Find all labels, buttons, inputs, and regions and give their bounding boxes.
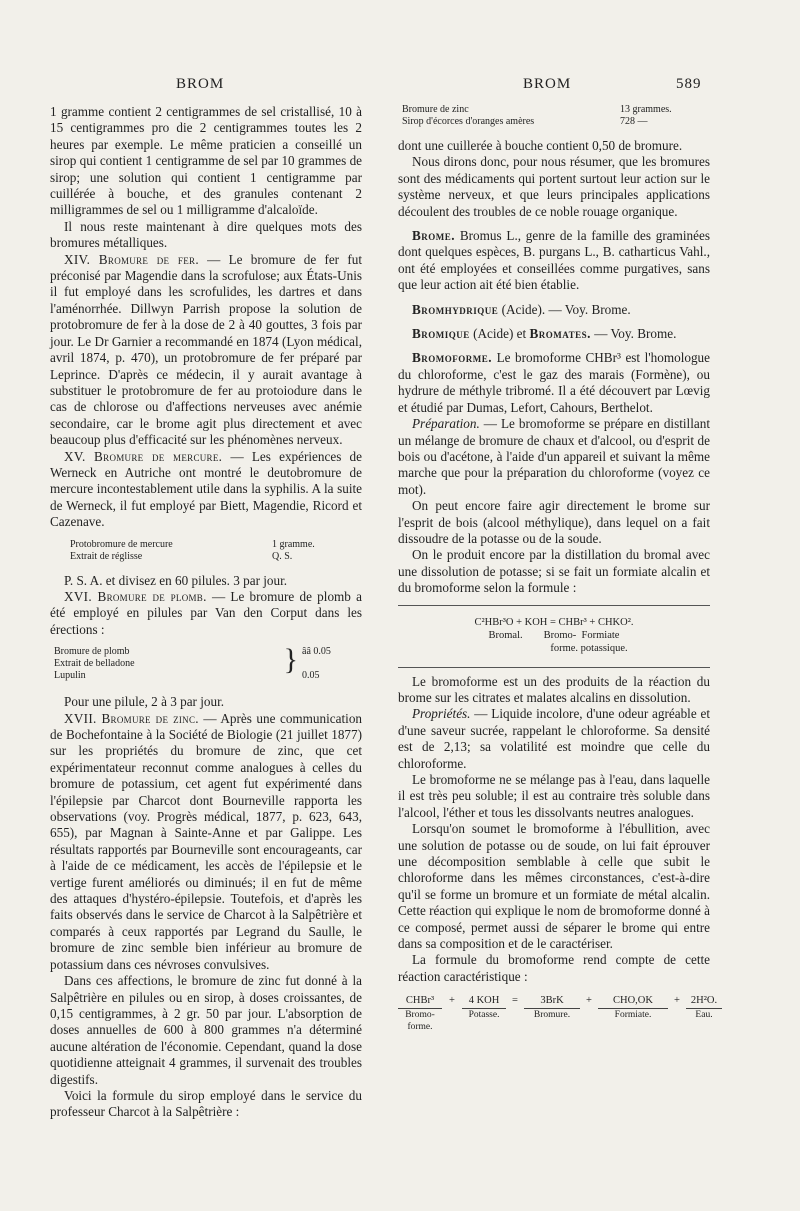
equation-term: 2H²O. [686, 995, 722, 1009]
equation-operator: + [586, 995, 592, 1007]
paragraph: Dans ces affections, le bromure de zinc fut donné à la Salpêtrière en pilules ou en sirop, à doses croissantes, de 0,15 centigrammes, à 2 gr. 50 par jour. L'absorption de doses annuelles de 600 à 800 grammes n'a déterminé aucune altération de l'économie. Cependant, quand la dose quotidienne atteignait 4 grammes, il survenait des troubles digestifs. [50, 973, 362, 1087]
entry-bromoforme [398, 350, 710, 416]
equation-term: 4 KOH [462, 995, 506, 1009]
ingredient-name: Extrait de réglisse [70, 550, 143, 562]
section-heading: XIV. Bromure de fer. [64, 251, 199, 267]
ingredient-name: Bromure de zinc [402, 104, 469, 115]
recipe-row [70, 539, 362, 551]
entry-text: (Acide). — Voy. Brome. [498, 301, 631, 317]
entry-text: Bromus L., genre de la famille des graminées dont quelques espèces, B. purgans L., B. catharticus Vahl., ont été employées et conseillées comme purgatives, sans que leur action ait été bien établie. [398, 228, 710, 293]
entry-heading: Bromhydrique [412, 301, 499, 317]
equation-label: Potasse. [468, 1010, 500, 1021]
brace-glyph: } [283, 643, 298, 677]
formula-caption: Bromal. Bromo- Formiate [488, 629, 620, 641]
paragraph: On peut encore faire agir directement le brome sur l'esprit de bois (alcool méthylique), dans lequel on a fait dissoudre de la potasse ou de la soude. [398, 498, 710, 546]
section-text: — Le bromure de plomb a été employé en pilules par Van den Corput dans les érections : [50, 588, 362, 637]
ingredient-name: Bromure de plomb [54, 646, 130, 658]
ingredient-qty: 13 grammes. [620, 104, 672, 115]
entry-brome [398, 228, 710, 294]
paragraph: Le bromoforme est un des produits de la réaction du brome sur les citrates et malates alcalins en dissolution. [398, 673, 710, 705]
paragraph: La formule du bromoforme rend compte de cette réaction caractéristique : [398, 952, 710, 984]
ingredient-qty: Q. S. [272, 550, 293, 562]
equation-label: Eau. [695, 1010, 713, 1021]
entry-heading: Bromates. [529, 326, 591, 342]
paragraph: Il nous reste maintenant à dire quelques mots des bromures métalliques. [50, 218, 362, 251]
ingredient-name: Protobromure de mercure [70, 538, 173, 550]
reaction-equation [398, 995, 718, 1033]
paragraph: dont une cuillerée à bouche contient 0,50 de bromure. [398, 138, 683, 153]
recipe-row [70, 551, 362, 563]
formula-bromal [398, 616, 710, 655]
equation-term: 3BrK [524, 995, 580, 1009]
entry-text: — Voy. Brome. [590, 326, 677, 342]
entry-heading: Bromique [412, 326, 470, 342]
paragraph: 1 gramme contient 2 centigrammes de sel cristallisé, 10 à 15 centigrammes pro die 2 centigrammes toutes les 2 heures par exemple. Le même praticien a conseillé un sirop qui contient 1 centigramme de sel par 10 grammes de sirop; une solution qui contient 1 centigramme par cuillérée à bouche, et des granules contenant 2 milligrammes de sel ou 1 milligramme d'alcaloïde. [50, 104, 363, 218]
ingredient-qty: 1 gramme. [272, 538, 315, 550]
divider [398, 667, 710, 668]
section-bromure-de-mercure [50, 449, 362, 531]
ingredient-qty: 0.05 [302, 670, 320, 682]
inline-label: Préparation. [412, 416, 480, 432]
right-column [398, 104, 718, 1033]
equation-label: Formiate. [614, 1010, 652, 1021]
inline-label: Propriétés. [412, 706, 471, 722]
paragraph: P. S. A. et divisez en 60 pilules. 3 par jour. [64, 572, 288, 588]
equation-operator: + [449, 995, 455, 1007]
entry-text: Le bromoforme CHBr³ est l'homologue du chloroforme, c'est le gaz des marais (Formène), ou hydrure de méthyle tribromé. Il a été découvert par Lœvig et étudié par Dumas, Lefort, Cahours, Berthelot. [398, 350, 710, 415]
entry-heading: Bromoforme. [412, 350, 493, 366]
equation-operator: = [512, 995, 518, 1007]
paragraph-proprietes [398, 706, 710, 772]
equation-term: CHO,OK [598, 995, 668, 1009]
formula-caption: forme. potassique. [550, 642, 628, 654]
paragraph: Le bromoforme ne se mélange pas à l'eau, dans laquelle il est très peu soluble; il est au contraire très soluble dans l'alcool, l'éther et tous les dissolvants neutres analogues. [398, 772, 710, 820]
paragraph: Voici la formule du sirop employé dans le service du professeur Charcot à la Salpêtrière : [50, 1087, 362, 1120]
section-heading: XVII. Bromure de zinc. [64, 710, 199, 726]
section-text: — Le bromure de fer fut préconisé par Magendie dans la scrofulose; aux États-Unis il fut employé dans les scrofulides, les dartres et dans l'aménorrhée. Dillwyn Parrish propose la solution de protobromure de fer à la dose de 2 à 40 gouttes, 3 fois par jour. Le Dr Garnier a recommandé en 1874 (Lyon médical, avril 1874, p. 470), un protobromure de fer préparé par Leprince. D'après ce médecin, il y aurait avantage à substituer le protobromure de fer au protoiodure dans le cas de chlorose ou d'affections nerveuses avec anémie secondaire, car le brome agit plus directement et avec beaucoup plus d'efficacité sur les phénomènes nerveux. [50, 251, 362, 448]
paragraph-preparation [398, 416, 710, 498]
running-head-right: BROM [523, 76, 572, 92]
left-column [50, 104, 362, 1121]
running-head-left: BROM [176, 76, 225, 92]
section-text: — Les expériences de Werneck en Autriche ont montré le deutobromure de mercure incontestablement utile dans la syphilis. A la suite de Werneck, il fut employé par Biett, Magendie, Ricord et Cazenave. [50, 448, 362, 530]
section-bromure-de-plomb [50, 589, 362, 638]
ingredient-name: Extrait de belladone [54, 658, 135, 670]
recipe-zinc [398, 104, 710, 128]
ingredient-qty: 728 — [620, 116, 648, 127]
recipe-row [402, 116, 710, 128]
paragraph: Pour une pilule, 2 à 3 par jour. [64, 694, 225, 710]
recipe-plomb [50, 643, 362, 682]
paragraph-text: — Le bromoforme se prépare en distillant un mélange de bromure de chaux et d'alcool, ou d'esprit de bois ou d'acétone, à l'aide d'un appareil et suivant la même marche que pour la préparation du chloroforme (voyez ce mot). [398, 416, 710, 497]
entry-bromhydrique [398, 302, 710, 318]
divider [398, 605, 710, 606]
dose-list [302, 646, 362, 682]
ingredient-list [54, 646, 280, 682]
ingredient-name: Lupulin [54, 670, 86, 682]
paragraph-text: — Liquide incolore, d'une odeur agréable et d'une saveur sucrée, rappelant le chloroforme. Sa densité est de 2,13; sa volatilité est moindre que celle du chloroforme. [398, 706, 710, 771]
recipe-row [402, 104, 710, 116]
ingredient-name: Sirop d'écorces d'oranges amères [402, 116, 535, 127]
equation-term: CHBr³ [398, 995, 442, 1009]
paragraph: Nous dirons donc, pour nous résumer, que les bromures sont des médicaments qui portent surtout leur action sur le système nerveux, et que leurs principales applications découlent des troubles de ce noble rouage organique. [398, 154, 710, 219]
paragraph: On le produit encore par la distillation du bromal avec une dissolution de potasse; si se fait un formiate alcalin et du bromoforme selon la formule : [398, 547, 710, 596]
page-number: 589 [676, 76, 702, 92]
equation-operator: + [674, 995, 680, 1007]
entry-text: (Acide) et [469, 326, 530, 342]
ingredient-qty: ââ 0.05 [302, 646, 331, 658]
section-bromure-de-zinc [50, 711, 362, 974]
equation-label: Bromure. [533, 1010, 571, 1021]
equation-label: Bromo-forme. [405, 1010, 435, 1033]
section-bromure-de-fer [50, 252, 362, 449]
section-heading: XVI. Bromure de plomb. [64, 588, 207, 604]
section-heading: XV. Bromure de mercure. [64, 448, 223, 464]
entry-bromique [398, 326, 710, 342]
paragraph: Lorsqu'on soumet le bromoforme à l'ébullition, avec une solution de potasse ou de soude, on lui fait éprouver une décomposition semblable à celle que subit le chloroforme dans les mêmes circonstances, c'est-à-dire qu'il se forme un bromure et un formiate de métal alcalin. Cette réaction qui explique le nom de bromoforme donné à ce composé, permet aussi de séparer le brome qui entre dans sa composition et de le caractériser. [398, 821, 710, 952]
section-text: — Après une communication de Bochefontaine à la Société de Biologie (21 juillet 1877) sur les propriétés du bromure de zinc, que cet expérimentateur reconnut comme analogues à celles du bromure de potassium, cet agent fut expérimenté dans l'épilepsie par Charcot dont Bourneville rapporta les observations (voy. Progrès médical, 1877, p. 623, 643, 655), par Magnan à Sainte-Anne et par Galippe. Les résultats rapportés par Bourneville sont encourageants, car à l'aide de ce médicament, les accès de l'épilepsie et le vertige furent améliorés ou diminués; il en fut de même des attaques d'hystéro-épilepsie. Toutefois, et d'après les faits observés dans le service de Charcot à la Salpêtrière et comparés à ceux rapportés par Legrand du Saulle, le bromure de zinc semble bien inférieur au bromure de potassium dans ces névroses convulsives. [50, 710, 363, 972]
entry-heading: Brome. [412, 228, 456, 244]
recipe-mercure [50, 539, 362, 563]
formula-line: C²HBr³O + KOH = CHBr³ + CHKO². [474, 616, 634, 628]
